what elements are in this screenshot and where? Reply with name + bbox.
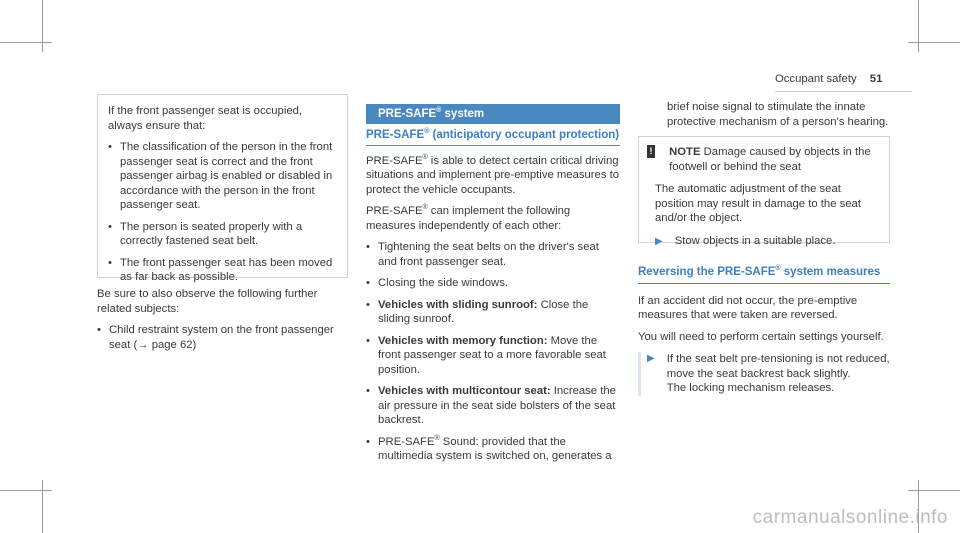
list-item: • Closing the side windows. [366,277,508,289]
related-intro: Be sure to also observe the following further related subjects: [97,288,318,315]
action-arrow-icon: ▶ [655,235,663,247]
warning-icon: ! [647,145,655,158]
list-item: • Tightening the seat belts on the driver's seat and front passenger seat. [366,241,599,268]
page-number: 51 [869,73,883,85]
step-block [638,352,890,396]
note-header: ! NOTE Damage caused by objects in the footwell or behind the seat [647,145,879,174]
paragraph: PRE-SAFE® can implement the following measures independently of each other: [366,204,571,232]
heading-rule [638,283,890,284]
list-item: • The front passenger seat has been moved as far back as possible. [108,256,333,283]
col3-top [655,100,890,136]
warning-box [97,94,348,283]
list-item: • The classification of the person in the front passenger seat is correct and the front passenger airbag is enabled or disabled in accordance with the person in the front passenger seat. [108,141,333,211]
paragraph: PRE-SAFE® is able to detect certain critical driving situations and implement pre-emptive measures to protect the vehicle occupants. [366,153,620,196]
list-item: • PRE-SAFE® Sound: provided that the multimedia system is switched on, generates a [366,434,612,462]
crop-mark [0,42,52,43]
list-item: • Vehicles with multicontour seat: Increase the air pressure in the seat side bolsters of the seat backrest. [366,385,616,426]
box-intro: If the front passenger seat is occupied, always ensure that: [108,105,303,132]
continued-text: brief noise signal to stimulate the innate protective mechanism of a person's hearing. [667,101,889,128]
note-box [638,136,890,247]
watermark: carmanualsonline.info [752,507,948,528]
crop-mark [0,490,52,491]
col3-body [638,265,890,396]
crop-mark [42,0,43,52]
col2-body [366,128,620,471]
crop-mark [908,490,960,491]
box-bullet-list [108,140,337,285]
subheading: PRE-SAFE® (anticipatory occupant protection) [366,128,620,141]
paragraph: You will need to perform certain settings yourself. [638,330,884,343]
related-list [97,323,348,352]
subheading-rule [366,145,620,146]
step-result: The locking mechanism releases. [666,382,835,394]
note-action: ▶ Stow objects in a suitable place. [655,234,836,247]
col1-body [97,287,348,359]
crop-mark [42,480,43,533]
section-title: Occupant safety [775,73,857,85]
note-label: NOTE [669,146,701,158]
list-item: • Vehicles with memory function: Move the front passenger seat to a more favorable seat position. [366,334,606,376]
section-bar: PRE-SAFE® system [366,104,620,124]
header-rule [775,91,912,92]
running-header [775,73,882,85]
crop-mark [918,0,919,52]
section-heading: Reversing the PRE-SAFE® system measures [638,265,881,278]
crop-mark [908,42,960,43]
list-item: • The person is seated properly with a correctly fastened seat belt. [108,220,303,247]
measures-list [366,240,620,464]
note-body: The automatic adjustment of the seat position may result in damage to the seat and/or the object. [655,183,861,224]
step-text: If the seat belt pre-tensioning is not reduced, move the seat backrest back slightly. [666,353,890,380]
step-arrow-icon: ▶ [647,353,655,364]
paragraph: If an accident did not occur, the pre-emptive measures that were taken are reversed. [638,294,858,321]
related-link[interactable]: • Child restraint system on the front passenger seat (→ page 62) [97,324,334,351]
list-item: • Vehicles with sliding sunroof: Close the sliding sunroof. [366,298,589,325]
